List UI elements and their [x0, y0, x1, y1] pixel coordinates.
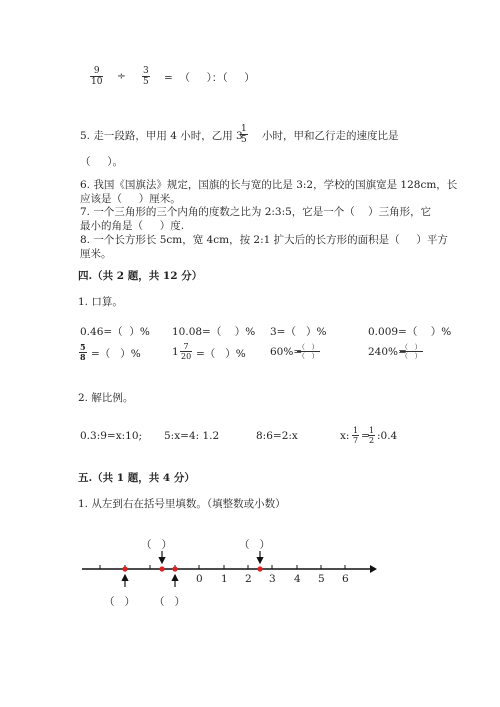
- fraction-seven-twentieths: $\frac{7}{20}$: [181, 342, 192, 361]
- proportion-3: 8:6=2:x: [256, 430, 298, 442]
- proportion-4-equals: =: [361, 430, 370, 442]
- number-line-instruction: 1. 从左到右在括号里填数。（填整数或小数）: [78, 498, 286, 510]
- q8-line2: 厘米。: [80, 248, 112, 260]
- answer-blank-point-d: （ ）: [239, 539, 271, 551]
- fraction-nine-tenths: $\frac{9}{10}$: [91, 66, 103, 87]
- solve-proportion-heading: 2. 解比例。: [78, 392, 134, 404]
- q6-line1: 6. 我国《国旗法》规定，国旗的长与宽的比是 3:2，学校的国旗宽是 128cm，长: [80, 179, 458, 191]
- answer-blank-point-a: （ ）: [104, 596, 136, 608]
- answer-blank-point-c: （ ）: [154, 596, 186, 608]
- calc-item-1: 0.46=（ ）%: [80, 326, 150, 338]
- axis-arrowhead-icon: [370, 565, 377, 573]
- oral-calc-heading: 1. 口算。: [78, 296, 123, 308]
- q5-answer-blank: （ ）。: [80, 156, 123, 168]
- calc-item-7-fraction: （ ） （ ）: [298, 343, 319, 360]
- calc-item-5-rest: =（ ）%: [91, 348, 141, 360]
- division-sign: ÷: [117, 70, 126, 82]
- calc-item-3: 3=（ ）%: [270, 326, 327, 338]
- fraction-three-fifths: $\frac{3}{5}$: [143, 66, 149, 87]
- q7-line1: 7. 一个三角形的三个内角的度数之比为 2:3:5，它是一个（ ）三角形，它: [80, 206, 432, 218]
- section-four-heading: 四.（共 2 题，共 12 分）: [78, 270, 203, 282]
- tick-label-4: 4: [294, 573, 301, 585]
- tick-label-3: 3: [269, 573, 276, 585]
- tick-label-1: 1: [221, 573, 228, 585]
- point-b: [159, 566, 164, 571]
- tick-label-2: 2: [245, 573, 252, 585]
- proportion-4-pre: x:: [340, 430, 350, 442]
- section-five-heading: 五.（共 1 题，共 4 分）: [78, 472, 195, 484]
- proportion-1: 0.3:9=x:10;: [80, 430, 143, 442]
- point-c: [172, 566, 177, 571]
- proportion-2: 5:x=4: 1.2: [164, 430, 220, 442]
- calc-item-8-pre: 240%=: [368, 346, 407, 358]
- calc-item-6-whole: 1: [172, 346, 179, 358]
- fraction-one-fifth: $\frac{1}{5}$: [241, 124, 247, 145]
- proportion-4-post: :0.4: [377, 430, 398, 442]
- tick-label-6: 6: [342, 573, 349, 585]
- answer-blank-point-b: （ ）: [141, 539, 173, 551]
- q8-line1: 8. 一个长方形长 5cm，宽 4cm，按 2:1 扩大后的长方形的面积是（ ）平方: [80, 234, 448, 246]
- point-d: [257, 566, 262, 571]
- q7-line2: 最小的角是（ ）度.: [80, 220, 185, 232]
- q5-text-before: 5. 走一段路，甲用 4 小时，乙用 3: [80, 130, 243, 142]
- q6-line2: 应该是（ ）厘米。: [80, 193, 181, 205]
- calc-item-4: 0.009=（ ）%: [368, 326, 452, 338]
- fraction-one-seventh: $\frac{1}{7}$: [353, 426, 359, 445]
- calc-item-2: 10.08=（ ）%: [172, 326, 256, 338]
- fraction-one-half: $\frac{1}{2}$: [369, 426, 375, 445]
- calc-item-7-pre: 60%=: [270, 346, 303, 358]
- calc-item-6-rest: =（ ）%: [196, 348, 246, 360]
- calc-item-8-fraction: （ ） （ ）: [401, 343, 422, 360]
- q5-text-after: 小时，甲和乙行走的速度比是: [262, 130, 399, 142]
- point-a: [122, 566, 127, 571]
- tick-label-5: 5: [318, 573, 325, 585]
- tick-label-0: 0: [196, 573, 203, 585]
- fraction-five-eighths: $\frac{5}{8}$: [80, 342, 86, 362]
- q4-answer-blanks: = （ ）：（ ）: [164, 72, 255, 84]
